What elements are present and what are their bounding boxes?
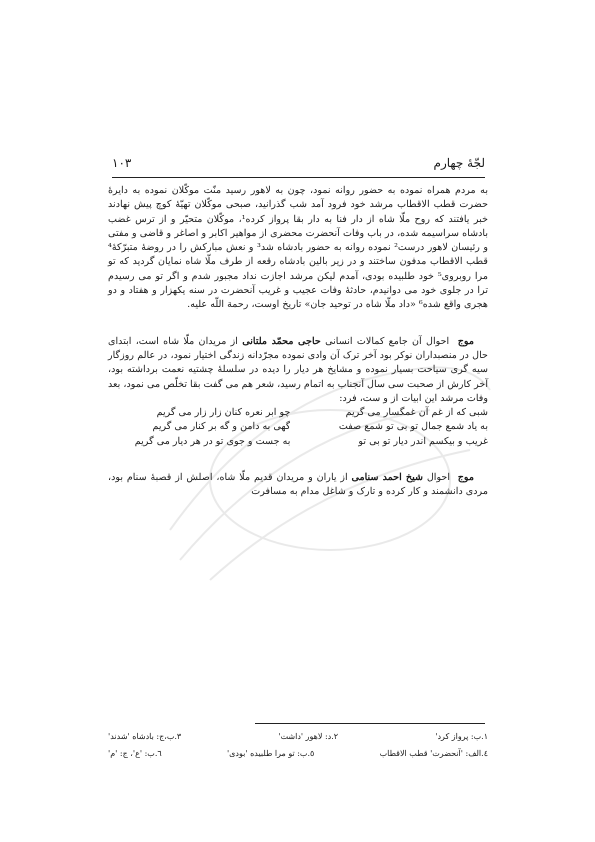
footnote-row <box>108 728 488 745</box>
hemistich: به یاد شمع جمال تو بی تو شمع صفت <box>338 421 488 433</box>
section-marker: موج <box>457 472 474 484</box>
person-name: حاجی محمّد ملتانی <box>242 335 321 347</box>
text-run: از یاران و مریدان قدیم ملّا شاه، اصلش از قصبهٔ سنام بود، مردی دانشمند و کار کرده و تارک و شاغل مدام به مسافرت <box>108 472 488 498</box>
verse-row <box>108 420 488 434</box>
footnote: ۲.د: لاهور 'داشت' <box>278 732 339 741</box>
verse-row <box>108 435 488 449</box>
footnote: ٦.ب: 'ع'، ج: 'م' <box>108 749 162 758</box>
hemistich: به جست و جوی تو در هر دیار می گریم <box>134 435 291 447</box>
hemistich: چو ابر نعره کنان زار زار می گریم <box>156 407 291 419</box>
section-marker: موج <box>457 335 474 347</box>
paragraph <box>108 471 488 500</box>
footnote: ٤.الف: 'آنحضرت' قطب الاقطاب <box>379 749 488 758</box>
paragraph <box>108 335 488 406</box>
header-rule <box>112 177 485 178</box>
running-header <box>112 156 485 176</box>
page-number: ۱۰۳ <box>112 156 132 170</box>
text-run: احوال آن جامع کمالات انسانی <box>320 335 450 347</box>
text-run: از مریدان ملّا شاه است، ابتدای حال در منصبداران نوکر بود آخر ترک آن وادی نموده مجرّدانه زندگی اختیار نمود، در عالم روزگار سیه گری سیاحت بسیار نموده و مشایخ هر دیار را دیده در سلسلهٔ چشتیه نعمت برداشته بود، آخر کارش از صحبت سی سال آنجناب به اتمام رسید، شعر هم می گفت بقا تخلّص می نمود، بعد وفات مرشد این ابیات از و ست، فرد: <box>108 335 488 404</box>
main-text <box>108 184 488 500</box>
paragraph: به مردم همراه نموده به حضور روانه نمود، چون به لاهور رسید منّت موکّلان نموده به دایرهٔ حضرت قطب الاقطاب مرشد خود فرود آمد شب گذرانید، صبحی موکّلان تهیّهٔ کوچ پیش نهادند خبر یافتند که روح ملّا شاه از دار فنا به دار بقا پرواز کرده¹، موکّلان متحیّر و از ترس غضب بادشاه سراسیمه شده، در باب وفات آنحضرت محضری از مواهیر اکابر و اصاغر و قاضی و مفتی و رئیسان لاهور درست² نموده روانه به حضور بادشاه شد³ و نعش مبارکش را در روضهٔ متبرّکهٔ⁴ قطب الاقطاب مدفون ساختند و در زیر بالین بادشاه رقعه از طرف ملّا شاه نمایان گردید که تو مرا روبروی⁵ خود طلبیده بودی، آمدم لیکن مرشد اجازت نداد مجبور شدم و اگر تو می رسیدم ترا در جلوی خود می دوانیدم، حادثهٔ وفات عجیب و غریب آنحضرت در سنه یکهزار و هفتاد و دو هجری واقع شده⁶ «داد ملّا شاه در توحید جان» تاریخ اوست، رحمة اللّه علیه. <box>108 185 488 311</box>
footnote: ۱.ب: پرواز کرد' <box>435 732 488 741</box>
person-name: شیخ احمد سنامی <box>351 472 424 484</box>
chapter-title: لجّهٔ چهارم <box>433 156 485 170</box>
footnote-rule <box>255 723 485 724</box>
verse-row <box>108 406 488 420</box>
text-run: احوال <box>423 472 451 484</box>
footnotes <box>108 728 488 762</box>
footnote: ۳.ب،ج: بادشاه 'شدند' <box>108 732 182 741</box>
footnote: ٥.ب: تو مرا طلبیده 'بودی' <box>226 749 315 758</box>
footnote-row <box>108 745 488 762</box>
hemistich: غریب و بیکسم اندر دیار تو بی تو <box>358 435 488 447</box>
hemistich: گهی به دامن و گه بر کنار می گریم <box>152 421 291 433</box>
hemistich: شبی که از غم آن غمگسار می گریم <box>345 407 488 419</box>
poem <box>108 406 488 449</box>
